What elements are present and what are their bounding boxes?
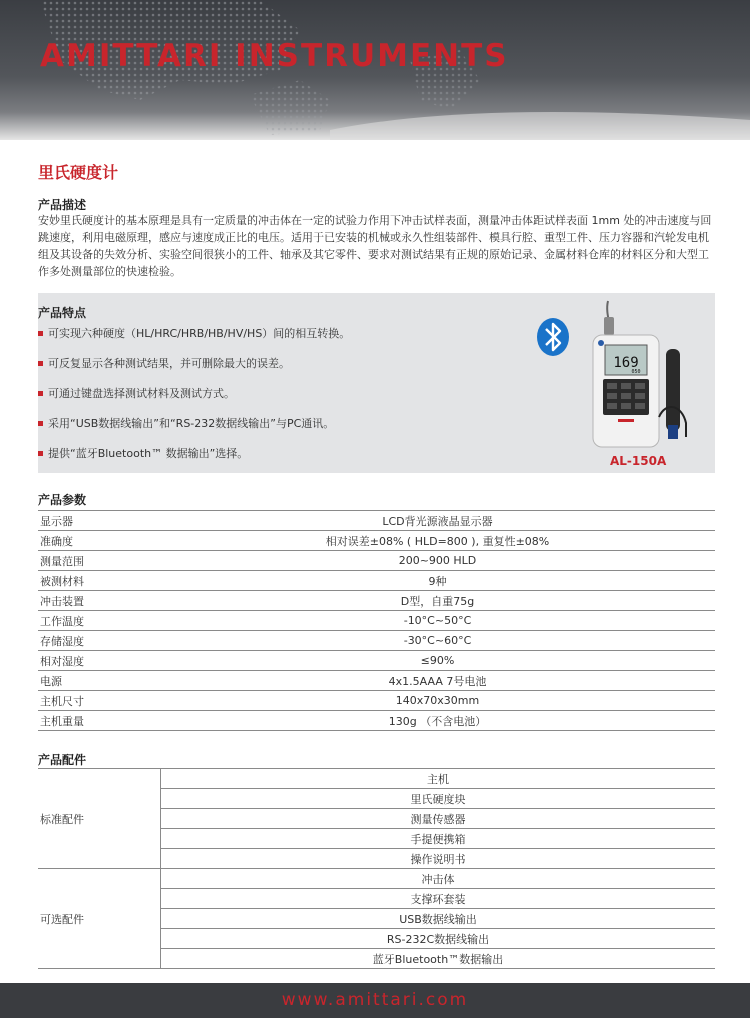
optional-accessories-label: 可选配件 xyxy=(38,869,161,969)
feature-item: 可反复显示各种测试结果，并可删除最大的误差。 xyxy=(38,349,518,379)
table-row xyxy=(38,869,715,889)
spec-value: 9种 xyxy=(160,571,715,591)
accessory-item: RS-232C数据线输出 xyxy=(161,929,716,949)
accessory-item: 操作说明书 xyxy=(161,849,716,869)
accessory-item: USB数据线输出 xyxy=(161,909,716,929)
feature-item: 采用“USB数据线输出”和“RS-232数据线输出”与PC通讯。 xyxy=(38,409,518,439)
spec-value: ≤90% xyxy=(160,651,715,671)
spec-key: 主机尺寸 xyxy=(38,691,160,711)
spec-key: 存储湿度 xyxy=(38,631,160,651)
accessories-table xyxy=(38,768,715,969)
accessory-item: 主机 xyxy=(161,769,716,789)
table-row xyxy=(38,769,715,789)
feature-item: 可实现六种硬度（HL/HRC/HRB/HB/HV/HS）间的相互转换。 xyxy=(38,319,518,349)
specs-table xyxy=(38,510,715,731)
features-list xyxy=(38,319,518,469)
table-row xyxy=(38,611,715,631)
table-row xyxy=(38,711,715,731)
accessory-item: 测量传感器 xyxy=(161,809,716,829)
spec-value: -30°C~60°C xyxy=(160,631,715,651)
standard-accessories-label: 标准配件 xyxy=(38,769,161,869)
brand-logo-text: AMITTARI INSTRUMENTS xyxy=(40,38,509,74)
table-row xyxy=(38,691,715,711)
spec-value: LCD背光源液晶显示器 xyxy=(160,511,715,531)
spec-key: 主机重量 xyxy=(38,711,160,731)
table-row xyxy=(38,531,715,551)
spec-key: 准确度 xyxy=(38,531,160,551)
description-text: 安妙里氏硬度计的基本原理是具有一定质量的冲击体在一定的试验力作用下冲击试样表面，测量冲击体距试样表面 1mm 处的冲击速度与回跳速度，利用电磁原理，感应与速度成正比的电压。适用于已安装的机械或永久性组装部件、模具行腔、重型工件、压力容器和汽轮发电机组及其设备的失效分析、实验空间很狭小的工件、轴承及其它零件、要求对测试结果有正规的原始记录、金属材料仓库的材料区分和大型工作多处测量部位的快速检验。 xyxy=(38,214,712,278)
table-row xyxy=(38,671,715,691)
page-header xyxy=(0,0,750,140)
spec-value: 130g （不含电池） xyxy=(160,711,715,731)
website-link[interactable]: www.amittari.com xyxy=(281,990,469,1010)
spec-value: D型，自重75g xyxy=(160,591,715,611)
device-display-sub: 050 xyxy=(631,369,641,375)
spec-value: 140x70x30mm xyxy=(160,691,715,711)
specs-heading: 产品参数 xyxy=(38,493,87,507)
accessory-item: 蓝牙Bluetooth™数据输出 xyxy=(161,949,716,969)
table-row xyxy=(38,571,715,591)
feature-item: 可通过键盘选择测试材料及测试方式。 xyxy=(38,379,518,409)
hardness-tester-device-image xyxy=(588,297,748,457)
spec-key: 工作温度 xyxy=(38,611,160,631)
bluetooth-icon xyxy=(536,317,570,357)
description-heading: 产品描述 xyxy=(38,198,87,212)
spec-value: 相对误差±08% ( HLD=800 ), 重复性±08% xyxy=(160,531,715,551)
table-row xyxy=(38,631,715,651)
accessory-item: 冲击体 xyxy=(161,869,716,889)
accessories-heading: 产品配件 xyxy=(38,753,87,767)
table-row xyxy=(38,551,715,571)
feature-item: 提供“蓝牙Bluetooth™ 数据输出”选择。 xyxy=(38,439,518,469)
spec-key: 显示器 xyxy=(38,511,160,531)
page-footer xyxy=(0,983,750,1018)
table-row xyxy=(38,651,715,671)
accessory-item: 里氏硬度块 xyxy=(161,789,716,809)
features-panel xyxy=(38,293,715,473)
model-label: AL-150A xyxy=(610,454,667,468)
spec-key: 测量范围 xyxy=(38,551,160,571)
table-row xyxy=(38,511,715,531)
spec-value: 200~900 HLD xyxy=(160,551,715,571)
table-row xyxy=(38,591,715,611)
device-display-reading: 169 xyxy=(613,355,639,371)
spec-key: 冲击装置 xyxy=(38,591,160,611)
accessory-item: 手提便携箱 xyxy=(161,829,716,849)
spec-value: -10°C~50°C xyxy=(160,611,715,631)
spec-key: 相对湿度 xyxy=(38,651,160,671)
features-heading: 产品特点 xyxy=(38,306,87,320)
spec-key: 电源 xyxy=(38,671,160,691)
spec-key: 被测材料 xyxy=(38,571,160,591)
accessory-item: 支撑环套装 xyxy=(161,889,716,909)
spec-value: 4x1.5AAA 7号电池 xyxy=(160,671,715,691)
page-title: 里氏硬度计 xyxy=(38,163,119,182)
